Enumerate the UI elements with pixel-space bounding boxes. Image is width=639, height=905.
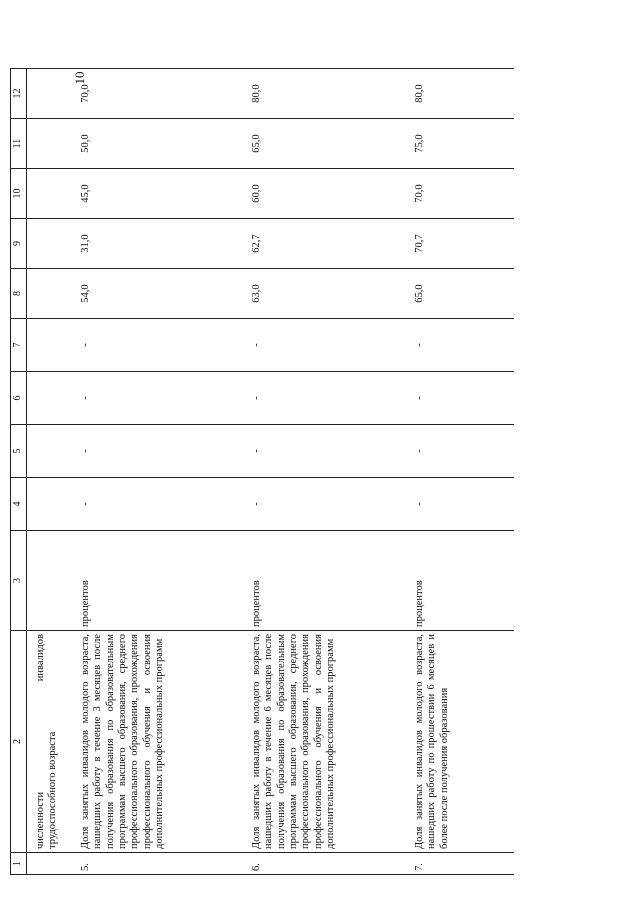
value-cell: 45,0 [77, 169, 248, 219]
column-header: 11 [11, 119, 27, 169]
column-header: 12 [11, 69, 27, 119]
continuation-word-left: численности [34, 791, 46, 849]
value-cell: - [411, 478, 514, 531]
column-header: 2 [11, 631, 27, 853]
column-header: 5 [11, 425, 27, 478]
page-number: 10 [72, 71, 87, 85]
value-cell: 31,0 [77, 219, 248, 269]
unit-cell: процентов [77, 531, 248, 631]
indicator-description: Доля занятых инвалидов молодого возраста, нашедших работу в течение 6 месяцев после получения образования по образовательным программам высшего образования, среднего профессионального образования, прохождения профессионального обучения и освоения дополнительных профессиональных программ [248, 631, 411, 853]
value-cell: - [248, 372, 411, 425]
indicator-description: Доля занятых инвалидов молодого возраста, нашедших работу в течение 3 месяцев после получения образования по образовательным программам высшего образования, среднего профессионального образования, прохождения профессионального обучения и освоения дополнительных профессиональных программ [77, 631, 248, 853]
continuation-line: трудоспособного возраста [47, 731, 59, 849]
column-header: 9 [11, 219, 27, 269]
column-header: 7 [11, 319, 27, 372]
indicators-table [10, 68, 514, 875]
value-cell: - [248, 478, 411, 531]
value-cell: - [77, 478, 248, 531]
value-cell: - [77, 425, 248, 478]
continuation-word-right: инвалидов [34, 634, 46, 682]
row-number-cell [26, 853, 77, 875]
value-cell: 80,0 [248, 69, 411, 119]
value-cell: 54,0 [77, 269, 248, 319]
column-header: 4 [11, 478, 27, 531]
value-cell: 70,0 [77, 69, 248, 119]
value-cell: 75,0 [411, 119, 514, 169]
value-cell: 70,7 [411, 219, 514, 269]
value-cell: - [77, 319, 248, 372]
value-cell: 63,0 [248, 269, 411, 319]
value-cell: - [248, 319, 411, 372]
value-cell: 80,0 [411, 69, 514, 119]
value-cell: 70,0 [411, 169, 514, 219]
column-header: 1 [11, 853, 27, 875]
table-row [411, 69, 514, 875]
row-number: 7. [411, 853, 514, 875]
value-cell: 65,0 [248, 119, 411, 169]
table-row-continuation [26, 69, 77, 875]
column-header: 3 [11, 531, 27, 631]
continuation-text [26, 631, 77, 853]
column-header: 8 [11, 269, 27, 319]
unit-cell: процентов [411, 531, 514, 631]
value-cell: 50,0 [77, 119, 248, 169]
value-cell: - [411, 425, 514, 478]
table-row [248, 69, 411, 875]
column-header: 6 [11, 372, 27, 425]
value-cell: - [411, 319, 514, 372]
indicator-description: Доля занятых инвалидов молодого возраста, нашедших работу по прошествии 6 месяцев и более после получения образования [411, 631, 514, 853]
value-cell: - [411, 372, 514, 425]
value-cell: 65,0 [411, 269, 514, 319]
unit-cell: процентов [248, 531, 411, 631]
column-header: 10 [11, 169, 27, 219]
table-header-row [11, 69, 27, 875]
value-cell: - [248, 425, 411, 478]
row-number: 5. [77, 853, 248, 875]
value-cell: 60,0 [248, 169, 411, 219]
value-cell: 62,7 [248, 219, 411, 269]
row-number: 6. [248, 853, 411, 875]
table-row [77, 69, 248, 875]
value-cell: - [77, 372, 248, 425]
rotated-table-container [10, 80, 600, 875]
